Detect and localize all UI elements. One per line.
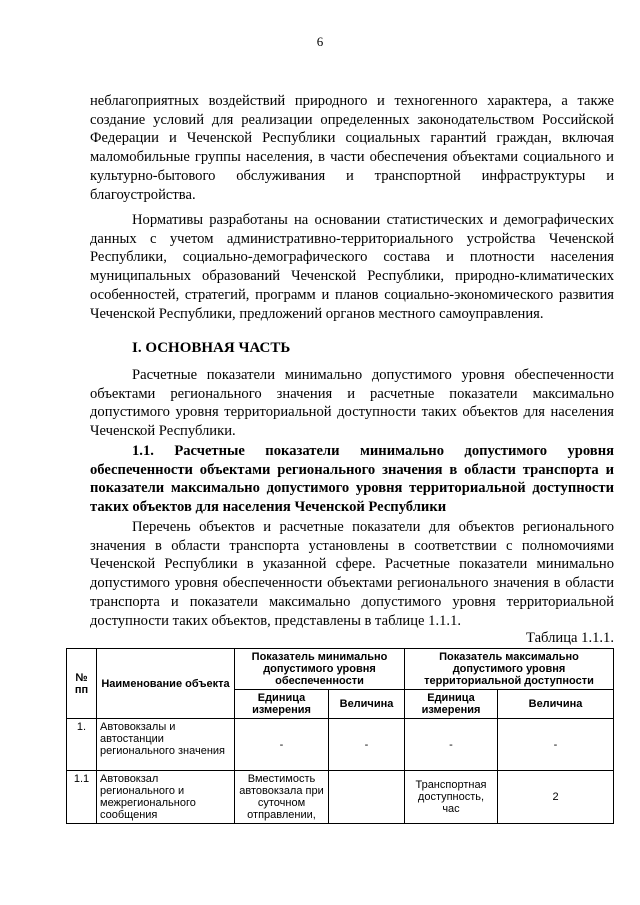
paragraph-transport-list: Перечень объектов и расчетные показатели для объектов регионального значения в области транспорта установлены в соответствии с полномочиями Чеченской Республики в указанной сфере. Расчетные показатели минимально допустимого уровня обеспеченности объектами регионального значения в области транспорта и показатели максимально допустимого уровня территориальной доступности таких объектов, представлены в таблице 1.1.1. bbox=[90, 519, 614, 629]
row-min-value bbox=[329, 771, 405, 824]
page-number: 6 bbox=[316, 34, 324, 49]
row-min-unit: Вместимость автовокзала при суточном отправлении, bbox=[235, 771, 329, 824]
row-num: 1.1 bbox=[67, 771, 97, 824]
header-max-group: Показатель максимально допустимого уровня территориальной доступности bbox=[405, 649, 614, 690]
header-num: № пп bbox=[67, 649, 97, 719]
paragraph-indicators-intro: Расчетные показатели минимально допустимого уровня обеспеченности объектами регионального значения и расчетные показатели максимально допустимого уровня территориальной доступности таких объектов для населения Чеченской Республики. bbox=[90, 367, 614, 440]
row-name: Автовокзалы и автостанции регионального значения bbox=[97, 719, 235, 771]
table-caption: Таблица 1.1.1. bbox=[526, 630, 614, 646]
paragraph-continuation: неблагоприятных воздействий природного и техногенного характера, а также создание условий для реализации определенных законодательством Российской Федерации и Чеченской Республики социальных гарантий граждан, включая маломобильные группы населения, в части обеспечения объектами социального и культурно-бытового обслуживания и транспортной инфраструктуры и благоустройства. bbox=[90, 93, 614, 203]
row-max-unit: Транспортная доступность, час bbox=[405, 771, 498, 824]
table-row bbox=[67, 771, 614, 824]
table-row bbox=[67, 719, 614, 771]
subsection-heading: 1.1. Расчетные показатели минимально допустимого уровня обеспеченности объектами регионального значения в области транспорта и показатели максимально допустимого уровня территориальной доступности таких объектов для населения Чеченской Республики bbox=[90, 443, 614, 516]
header-min-group: Показатель минимально допустимого уровня обеспеченности bbox=[235, 649, 405, 690]
section-heading: I. ОСНОВНАЯ ЧАСТЬ bbox=[132, 340, 291, 356]
header-min-unit: Единица измерения bbox=[235, 690, 329, 719]
paragraph-normatives-basis: Нормативы разработаны на основании статистических и демографических данных с учетом административно-территориального устройства Чеченской Республики, социально-демографического состава и плотности населения муниципальных образований Чеченской Республики, природно-климатических особенностей, стратегий, программ и планов социально-экономического развития Чеченской Республики, предложений органов местного самоуправления. bbox=[90, 212, 614, 322]
row-max-value: - bbox=[498, 719, 614, 771]
row-min-value: - bbox=[329, 719, 405, 771]
row-name: Автовокзал регионального и межрегионального сообщения bbox=[97, 771, 235, 824]
header-max-unit: Единица измерения bbox=[405, 690, 498, 719]
row-max-value: 2 bbox=[498, 771, 614, 824]
header-name: Наименование объекта bbox=[97, 649, 235, 719]
row-min-unit: - bbox=[235, 719, 329, 771]
row-num: 1. bbox=[67, 719, 97, 771]
header-min-value: Величина bbox=[329, 690, 405, 719]
indicators-table bbox=[66, 648, 614, 824]
table-header-row bbox=[67, 649, 614, 690]
row-max-unit: - bbox=[405, 719, 498, 771]
header-max-value: Величина bbox=[498, 690, 614, 719]
